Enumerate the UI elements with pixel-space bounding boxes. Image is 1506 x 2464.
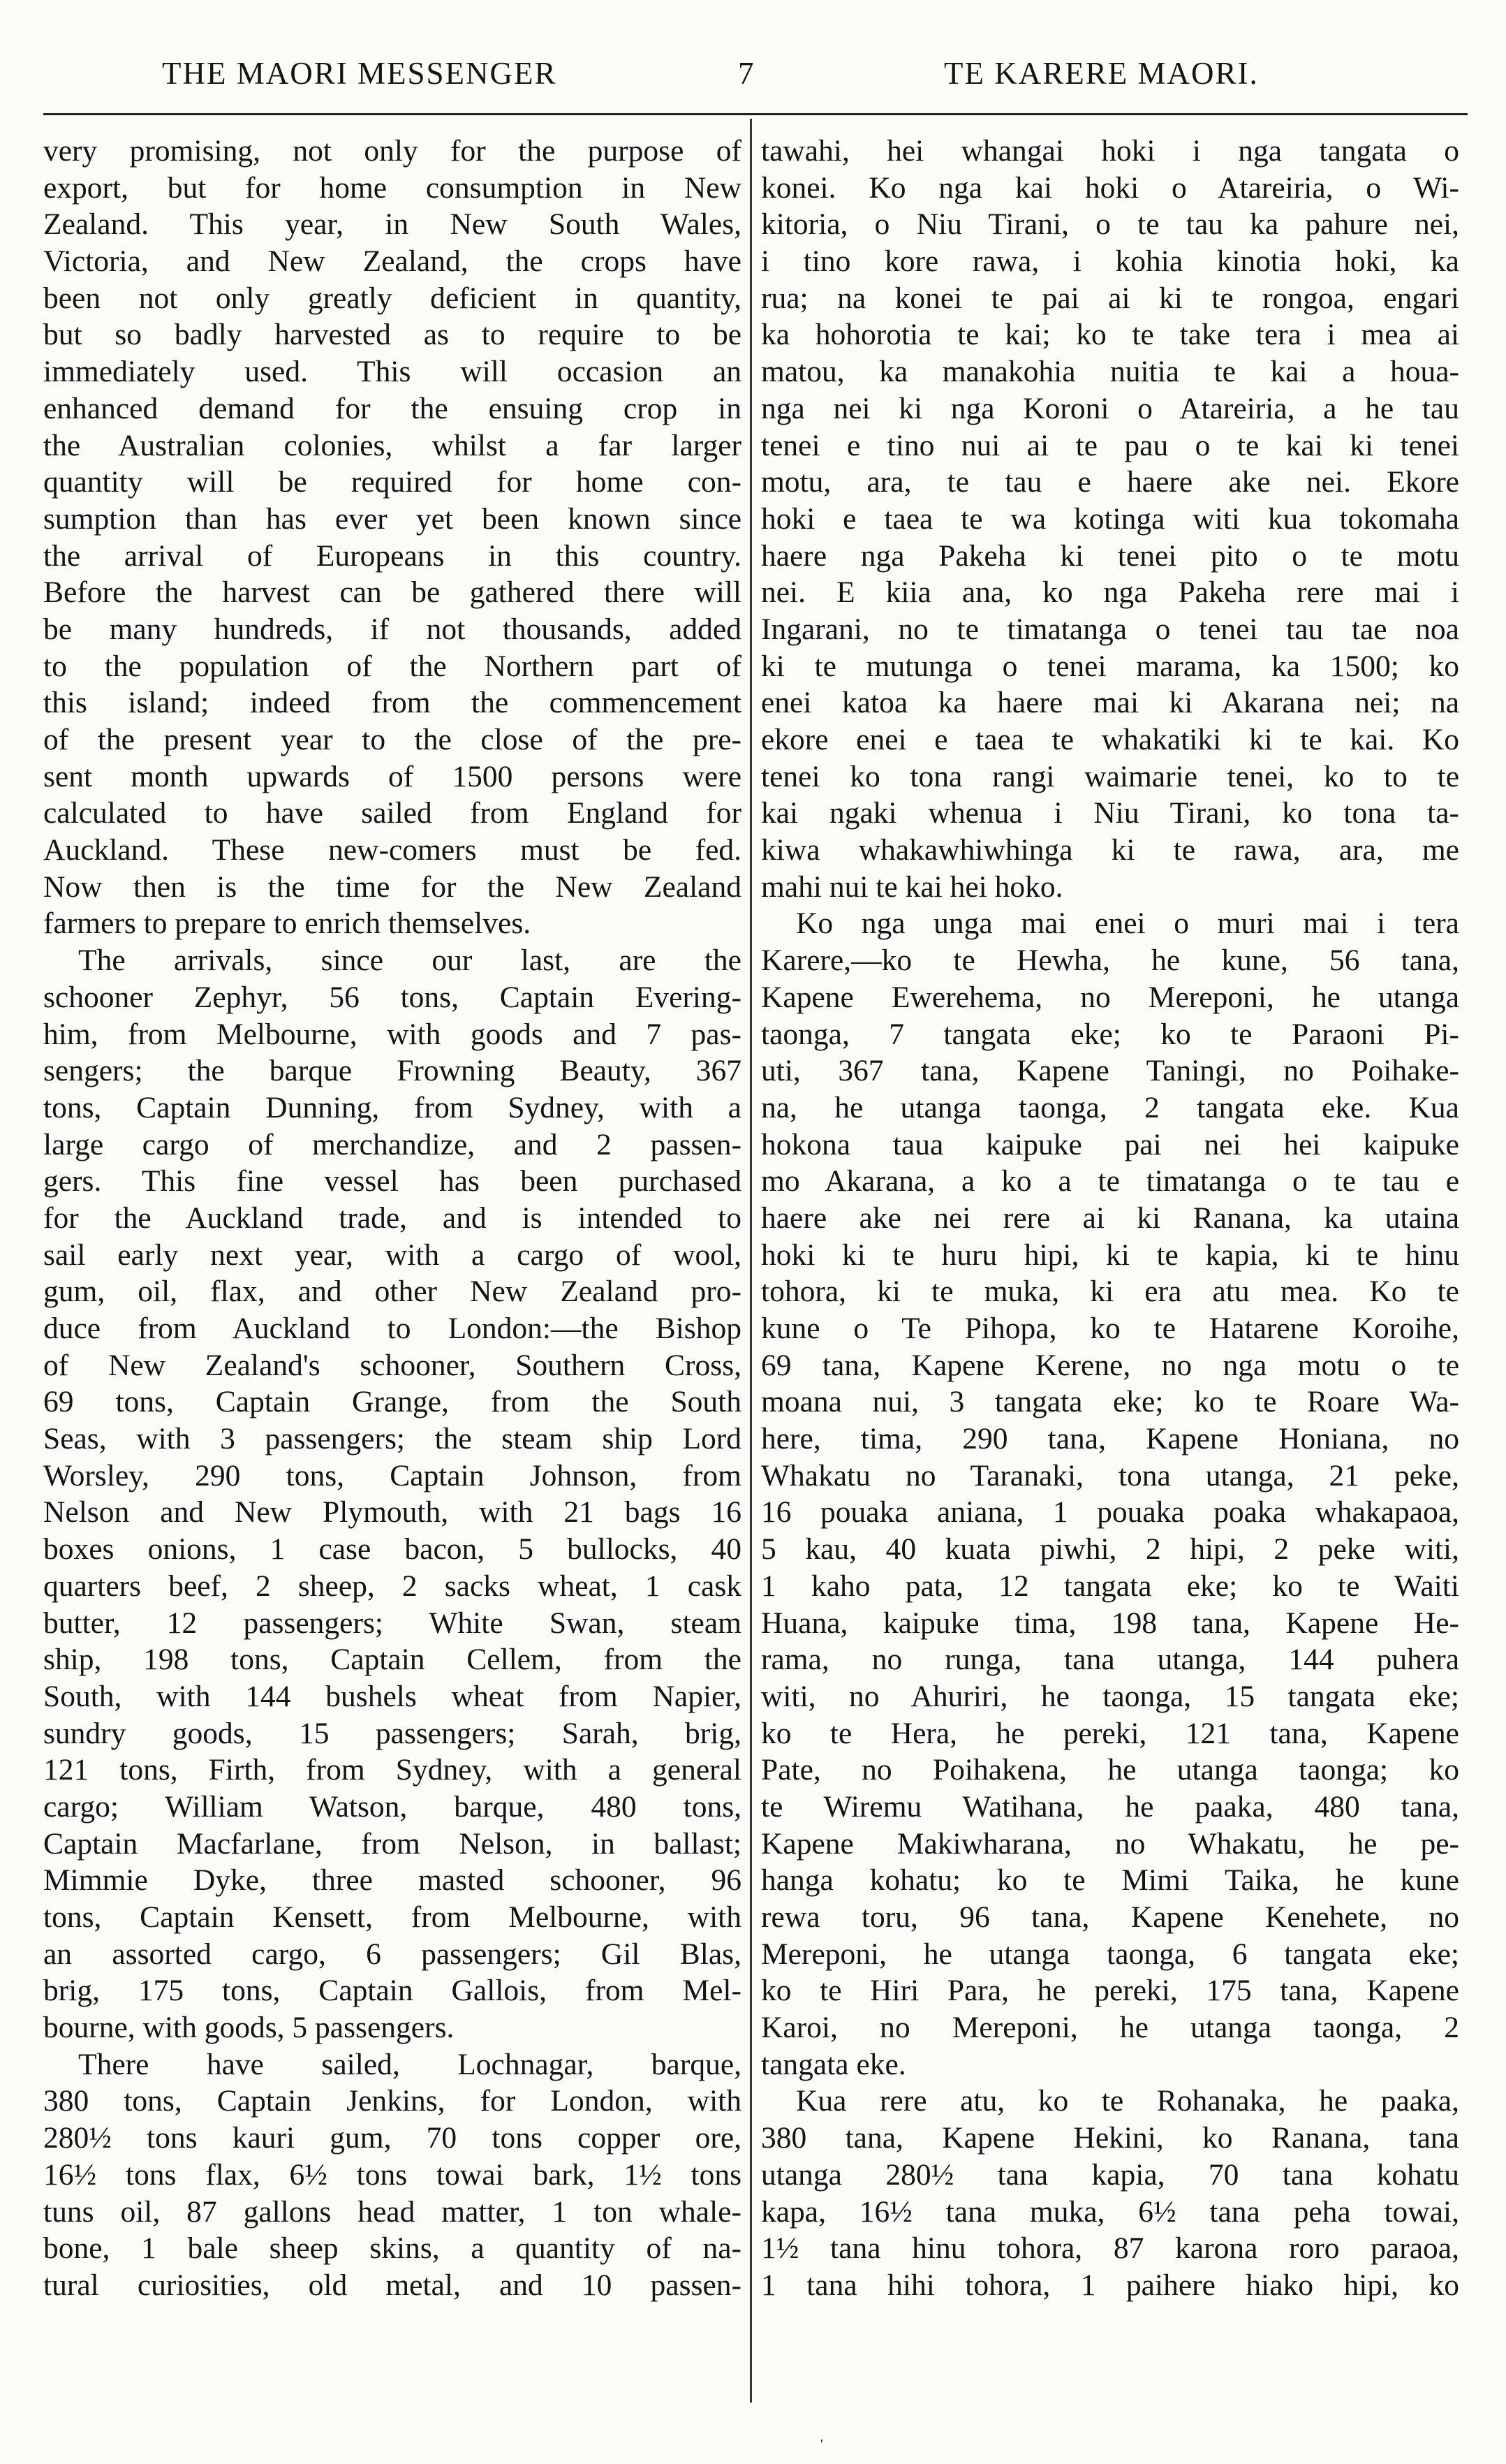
text-line: Whakatu no Taranaki, tona utanga, 21 peke,	[761, 1458, 1459, 1493]
text-line: hoki e taea te wa kotinga witi kua tokomaha	[761, 501, 1459, 536]
text-line: very promising, not only for the purpose of	[43, 134, 741, 168]
text-line: 380 tons, Captain Jenkins, for London, with	[43, 2084, 741, 2118]
text-line: rua; na konei te pai ai ki te rongoa, engari	[761, 281, 1459, 315]
text-line: haere nga Pakeha ki tenei pito o te motu	[761, 538, 1459, 573]
text-line: 380 tana, Kapene Hekini, ko Ranana, tana	[761, 2121, 1459, 2155]
text-line: witi, no Ahuriri, he taonga, 15 tangata eke;	[761, 1679, 1459, 1713]
text-line: Karere,—ko te Hewha, he kune, 56 tana,	[761, 944, 1459, 978]
text-line: Pate, no Poihakena, he utanga taonga; ko	[761, 1753, 1459, 1787]
text-line: hanga kohatu; ko te Mimi Taika, he kune	[761, 1863, 1459, 1898]
text-line: Kua rere atu, ko te Rohanaka, he paaka,	[796, 2084, 1459, 2118]
text-line: cargo; William Watson, barque, 480 tons,	[43, 1789, 741, 1824]
text-line: ko te Hiri Para, he pereki, 175 tana, Kapene	[761, 1974, 1459, 2008]
text-line: Seas, with 3 passengers; the steam ship Lord	[43, 1422, 741, 1456]
column-divider	[750, 119, 752, 2403]
text-line: 1½ tana hinu tohora, 87 karona roro paraoa,	[761, 2231, 1459, 2266]
text-line: of the present year to the close of the pre-	[43, 723, 741, 756]
english-column	[43, 133, 741, 2458]
text-line: ka hohorotia te kai; ko te take tera i mea ai	[761, 318, 1459, 352]
text-line: taonga, 7 tangata eke; ko te Paraoni Pi-	[761, 1017, 1459, 1051]
header-english-title: THE MAORI MESSENGER	[162, 56, 557, 91]
text-line: tohora, ki te muka, ki era atu mea. Ko te	[761, 1275, 1459, 1309]
text-line: South, with 144 bushels wheat from Napier,	[43, 1679, 741, 1713]
text-line: sundry goods, 15 passengers; Sarah, brig,	[43, 1716, 741, 1750]
page-header	[43, 49, 1468, 98]
text-line: Kapene Ewerehema, no Mereponi, he utanga	[761, 980, 1459, 1014]
text-line: kune o Te Pihopa, ko te Hatarene Koroihe,	[761, 1312, 1459, 1345]
text-line: quarters beef, 2 sheep, 2 sacks wheat, 1 cask	[43, 1569, 741, 1603]
text-line: but so badly harvested as to require to be	[43, 318, 741, 352]
text-line: 1 kaho pata, 12 tangata eke; ko te Waiti	[761, 1569, 1459, 1603]
text-line: immediately used. This will occasion an	[43, 355, 741, 389]
text-line: Victoria, and New Zealand, the crops have	[43, 244, 741, 279]
text-line: Ingarani, no te timatanga o tenei tau tae noa	[761, 612, 1459, 646]
text-line: sail early next year, with a cargo of wool,	[43, 1238, 741, 1272]
text-line: gers. This fine vessel has been purchased	[43, 1164, 741, 1198]
text-line: konei. Ko nga kai hoki o Atareiria, o Wi-	[761, 170, 1459, 205]
text-line: calculated to have sailed from England for	[43, 796, 741, 830]
text-line: ekore enei e taea te whakatiki ki te kai. Ko	[761, 723, 1459, 756]
text-line: Nelson and New Plymouth, with 21 bags 16	[43, 1495, 741, 1530]
text-line: Ko nga unga mai enei o muri mai i tera	[796, 907, 1459, 941]
text-line: hoki ki te huru hipi, ki te kapia, ki te hinu	[761, 1238, 1459, 1272]
text-line: farmers to prepare to enrich themselves.	[43, 907, 531, 941]
text-line: 16 pouaka aniana, 1 pouaka poaka whakapaoa,	[761, 1495, 1459, 1530]
text-line: matou, ka manakohia nuitia te kai a houa-	[761, 355, 1459, 389]
text-line: ko te Hera, he pereki, 121 tana, Kapene	[761, 1716, 1459, 1750]
text-line: Karoi, no Mereponi, he utanga taonga, 2	[761, 2011, 1459, 2045]
text-line: 16½ tons flax, 6½ tons towai bark, 1½ tons	[43, 2157, 741, 2192]
text-line: te Wiremu Watihana, he paaka, 480 tana,	[761, 1789, 1459, 1824]
text-line: mo Akarana, a ko a te timatanga o te tau e	[761, 1164, 1459, 1198]
text-line: 280½ tons kauri gum, 70 tons copper ore,	[43, 2121, 741, 2155]
header-rule	[43, 113, 1468, 115]
text-line: been not only greatly deficient in quantity,	[43, 281, 741, 315]
text-line: motu, ara, te tau e haere ake nei. Ekore	[761, 465, 1459, 499]
text-line: uti, 367 tana, Kapene Taningi, no Poihake-	[761, 1054, 1459, 1088]
text-line: the arrival of Europeans in this country.	[43, 538, 741, 573]
text-line: ki te mutunga o tenei marama, ka 1500; ko	[761, 649, 1459, 683]
text-line: utanga 280½ tana kapia, 70 tana kohatu	[761, 2157, 1459, 2192]
maori-column	[761, 133, 1459, 2458]
text-line: Mereponi, he utanga taonga, 6 tangata eke;	[761, 1937, 1459, 1971]
text-line: tons, Captain Dunning, from Sydney, with a	[43, 1090, 741, 1124]
text-line: Mimmie Dyke, three masted schooner, 96	[43, 1863, 741, 1898]
text-line: Worsley, 290 tons, Captain Johnson, from	[43, 1458, 741, 1493]
text-line: bone, 1 bale sheep skins, a quantity of na-	[43, 2231, 741, 2266]
text-line: Captain Macfarlane, from Nelson, in ballast;	[43, 1826, 741, 1861]
text-line: moana nui, 3 tangata eke; ko te Roare Wa-	[761, 1385, 1459, 1419]
text-line: i tino kore rawa, i kohia kinotia hoki, ka	[761, 244, 1459, 279]
text-line: boxes onions, 1 case bacon, 5 bullocks, 40	[43, 1532, 741, 1567]
text-line: sent month upwards of 1500 persons were	[43, 759, 741, 793]
text-line: mahi nui te kai hei hoko.	[761, 870, 1063, 904]
text-line: duce from Auckland to London:—the Bishop	[43, 1312, 741, 1345]
text-line: him, from Melbourne, with goods and 7 pas-	[43, 1017, 741, 1051]
text-line: gum, oil, flax, and other New Zealand pro-	[43, 1275, 741, 1309]
text-line: quantity will be required for home con-	[43, 465, 741, 499]
text-line: butter, 12 passengers; White Swan, steam	[43, 1606, 741, 1640]
text-line: Zealand. This year, in New South Wales,	[43, 207, 741, 242]
text-line: 69 tons, Captain Grange, from the South	[43, 1385, 741, 1419]
text-line: enei katoa ka haere mai ki Akarana nei; na	[761, 686, 1459, 720]
footer-mark: '	[820, 2437, 823, 2452]
text-line: tenei e tino nui ai te pau o te kai ki tenei	[761, 428, 1459, 462]
text-line: sumption than has ever yet been known since	[43, 501, 741, 536]
text-line: Auckland. These new-comers must be fed.	[43, 833, 741, 867]
text-line: here, tima, 290 tana, Kapene Honiana, no	[761, 1422, 1459, 1456]
text-line: sengers; the barque Frowning Beauty, 367	[43, 1054, 741, 1088]
text-line: 69 tana, Kapene Kerene, no nga motu o te	[761, 1348, 1459, 1382]
text-line: The arrivals, since our last, are the	[78, 944, 741, 978]
text-line: tuns oil, 87 gallons head matter, 1 ton whale-	[43, 2194, 741, 2229]
text-line: nei. E kiia ana, ko nga Pakeha rere mai i	[761, 575, 1459, 610]
text-line: tons, Captain Kensett, from Melbourne, with	[43, 1900, 741, 1934]
text-line: tural curiosities, old metal, and 10 passen-	[43, 2268, 741, 2302]
text-line: 121 tons, Firth, from Sydney, with a general	[43, 1753, 741, 1787]
text-line: 5 kau, 40 kuata piwhi, 2 hipi, 2 peke witi,	[761, 1532, 1459, 1567]
text-line: be many hundreds, if not thousands, added	[43, 612, 741, 646]
text-line: There have sailed, Lochnagar, barque,	[78, 2047, 741, 2081]
text-line: rewa toru, 96 tana, Kapene Kenehete, no	[761, 1900, 1459, 1934]
text-line: bourne, with goods, 5 passengers.	[43, 2011, 455, 2045]
text-line: tawahi, hei whangai hoki i nga tangata o	[761, 134, 1459, 168]
text-line: nga nei ki nga Koroni o Atareiria, a he tau	[761, 391, 1459, 425]
text-line: enhanced demand for the ensuing crop in	[43, 391, 741, 425]
header-maori-title: TE KARERE MAORI.	[944, 56, 1259, 91]
text-line: kitoria, o Niu Tirani, o te tau ka pahure nei,	[761, 207, 1459, 242]
page-number: 7	[738, 56, 755, 91]
text-line: the Australian colonies, whilst a far larger	[43, 428, 741, 462]
text-line: hokona taua kaipuke pai nei hei kaipuke	[761, 1127, 1459, 1161]
text-line: Kapene Makiwharana, no Whakatu, he pe-	[761, 1826, 1459, 1861]
text-line: na, he utanga taonga, 2 tangata eke. Kua	[761, 1090, 1459, 1124]
text-line: this island; indeed from the commencement	[43, 686, 741, 720]
text-line: for the Auckland trade, and is intended to	[43, 1201, 741, 1235]
text-line: an assorted cargo, 6 passengers; Gil Blas,	[43, 1937, 741, 1971]
text-line: large cargo of merchandize, and 2 passen-	[43, 1127, 741, 1161]
text-line: Huana, kaipuke tima, 198 tana, Kapene He-	[761, 1606, 1459, 1640]
text-line: 1 tana hihi tohora, 1 paihere hiako hipi, ko	[761, 2268, 1459, 2302]
text-line: Before the harvest can be gathered there will	[43, 575, 741, 610]
text-line: export, but for home consumption in New	[43, 170, 741, 205]
text-line: kapa, 16½ tana muka, 6½ tana peha towai,	[761, 2194, 1459, 2229]
text-line: tenei ko tona rangi waimarie tenei, ko to te	[761, 759, 1459, 793]
text-line: brig, 175 tons, Captain Gallois, from Mel-	[43, 1974, 741, 2008]
text-line: schooner Zephyr, 56 tons, Captain Evering-	[43, 980, 741, 1014]
text-line: rama, no runga, tana utanga, 144 puhera	[761, 1643, 1459, 1677]
text-line: Now then is the time for the New Zealand	[43, 870, 741, 904]
text-line: tangata eke.	[761, 2047, 906, 2081]
text-line: ship, 198 tons, Captain Cellem, from the	[43, 1643, 741, 1677]
text-line: to the population of the Northern part of	[43, 649, 741, 683]
text-line: of New Zealand's schooner, Southern Cross,	[43, 1348, 741, 1382]
text-line: kiwa whakawhiwhinga ki te rawa, ara, me	[761, 833, 1459, 867]
text-line: haere ake nei rere ai ki Ranana, ka utaina	[761, 1201, 1459, 1235]
text-line: kai ngaki whenua i Niu Tirani, ko tona ta-	[761, 796, 1459, 830]
